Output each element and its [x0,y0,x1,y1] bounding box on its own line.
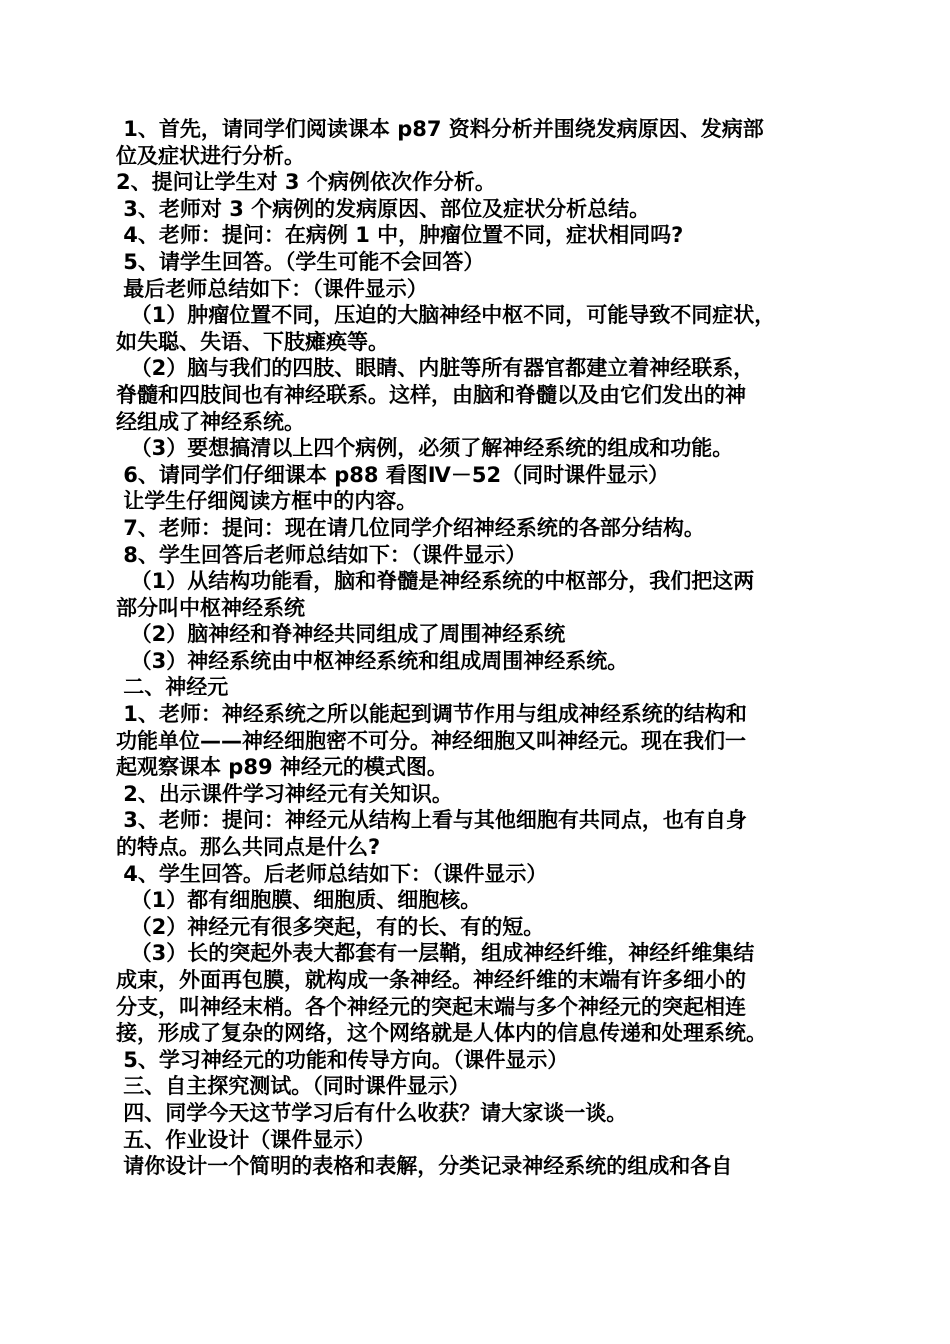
text-line: 功能单位——神经细胞密不可分。神经细胞又叫神经元。现在我们一 [116,728,746,753]
text-line: 6、请同学们仔细课本 p88 看图Ⅳ－52（同时课件显示） [116,462,670,487]
text-line: 5、学习神经元的功能和传导方向。（课件显示） [116,1047,569,1072]
document-body [116,116,836,1180]
text-line: 7、老师：提问：现在请几位同学介绍神经系统的各部分结构。 [116,515,705,540]
text-line: 的特点。那么共同点是什么? [116,835,381,860]
text-line: 分支，叫神经末梢。各个神经元的突起末端与多个神经元的突起相连 [116,994,746,1019]
text-line: 位及症状进行分析。 [116,143,305,168]
text-line: 最后老师总结如下：（课件显示） [116,276,428,301]
text-line: 2、提问让学生对 3 个病例依次作分析。 [116,170,496,195]
text-line: （1）都有细胞膜、细胞质、细胞核。 [116,888,482,913]
text-line: 4、老师：提问：在病例 1 中，肿瘤位置不同，症状相同吗? [116,223,684,248]
text-line: （3）要想搞清以上四个病例，必须了解神经系统的组成和功能。 [116,436,734,461]
text-line: 成束，外面再包膜，就构成一条神经。神经纤维的末端有许多细小的 [116,968,746,992]
text-line: （2）脑神经和脊神经共同组成了周围神经系统 [116,622,566,647]
text-line: 经组成了神经系统。 [116,409,305,434]
text-line: 如失聪、失语、下肢瘫痪等。 [116,329,389,354]
text-line: （2）脑与我们的四肢、眼睛、内脏等所有器官都建立着神经联系， [116,356,755,381]
text-line: 3、老师：提问：神经元从结构上看与其他细胞有共同点，也有自身 [116,808,747,833]
text-line: （1）肿瘤位置不同，压迫的大脑神经中枢不同，可能导致不同症状， [116,303,776,328]
text-line: 4、学生回答。后老师总结如下：（课件显示） [116,861,548,886]
text-line: 5、请学生回答。（学生可能不会回答） [116,249,485,274]
text-line: 3、老师对 3 个病例的发病原因、部位及症状分析总结。 [116,196,651,221]
text-line: 部分叫中枢神经系统 [116,595,305,620]
text-line: 请你设计一个简明的表格和表解，分类记录神经系统的组成和各自 [116,1154,733,1179]
text-line: 接，形成了复杂的网络，这个网络就是人体内的信息传递和处理系统。 [116,1021,767,1046]
text-line: 让学生仔细阅读方框中的内容。 [116,489,418,514]
text-line: 8、学生回答后老师总结如下：（课件显示） [116,542,527,567]
text-line: （2）神经元有很多突起，有的长、有的短。 [116,914,545,939]
text-line: （1）从结构功能看，脑和脊髓是神经系统的中枢部分，我们把这两 [116,569,755,594]
section-heading: 四、同学今天这节学习后有什么收获？请大家谈一谈。 [116,1100,628,1125]
text-line: 1、老师：神经系统之所以能起到调节作用与组成神经系统的结构和 [116,702,747,727]
text-line: 2、出示课件学习神经元有关知识。 [116,781,453,806]
text-line: （3）神经系统由中枢神经系统和组成周围神经系统。 [116,648,629,673]
text-line: 脊髓和四肢间也有神经联系。这样，由脑和脊髓以及由它们发出的神 [116,382,746,407]
text-line: （3）长的突起外表大都套有一层鞘，组成神经纤维，神经纤维集结 [116,941,755,966]
section-heading: 五、作业设计（课件显示） [116,1127,376,1152]
text-line: 1、首先，请同学们阅读课本 p87 资料分析并围绕发病原因、发病部 [116,117,764,141]
section-heading: 三、自主探究测试。（同时课件显示） [116,1074,470,1099]
section-heading: 二、神经元 [116,675,229,700]
text-line: 起观察课本 p89 神经元的模式图。 [116,755,448,780]
